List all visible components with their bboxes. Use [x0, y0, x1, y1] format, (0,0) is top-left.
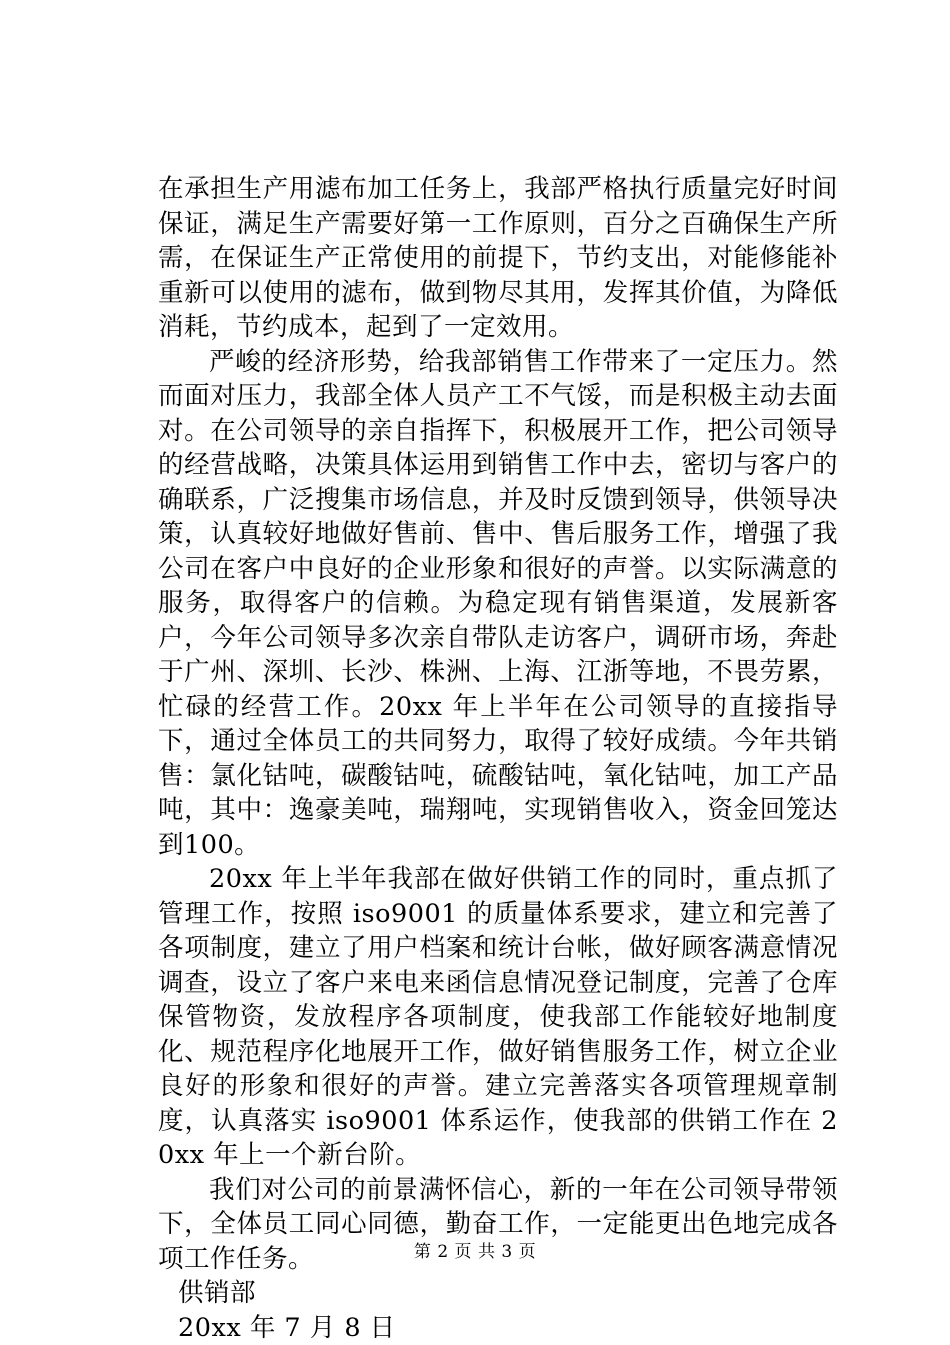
- signature-date: 20xx 年 7 月 8 日: [158, 1311, 838, 1345]
- page-footer: [0, 1242, 950, 1262]
- page-number-indicator: 第 2 页 共 3 页: [414, 1242, 536, 1262]
- paragraph-sales-work: 严峻的经济形势，给我部销售工作带来了一定压力。然而面对压力，我部全体人员产工不气馁，而是积极主动去面对。在公司领导的亲自指挥下，积极展开工作，把公司领导的经营战略，决策具体运用到销售工作中去，密切与客户的确联系，广泛搜集市场信息，并及时反馈到领导，供领导决策，认真较好地做好售前、售中、售后服务工作，增强了我公司在客户中良好的企业形象和很好的声誉。以实际满意的服务，取得客户的信赖。为稳定现有销售渠道，发展新客户，今年公司领导多次亲自带队走访客户，调研市场，奔赴于广州、深圳、长沙、株洲、上海、江浙等地，不畏劳累，忙碌的经营工作。20xx 年上半年在公司领导的直接指导下，通过全体员工的共同努力，取得了较好成绩。今年共销售：氯化钴吨，碳酸钴吨，硫酸钴吨，氧化钴吨，加工产品吨，其中：逸豪美吨，瑞翔吨，实现销售收入，资金回笼达到100。: [158, 345, 838, 863]
- paragraph-filter-cloth: 在承担生产用滤布加工任务上，我部严格执行质量完好时间保证，满足生产需要好第一工作原则，百分之百确保生产所需，在保证生产正常使用的前提下，节约支出，对能修能补重新可以使用的滤布，做到物尽其用，发挥其价值，为降低消耗，节约成本，起到了一定效用。: [158, 172, 838, 345]
- signature-department: 供销部: [158, 1276, 838, 1311]
- paragraph-outlook: 我们对公司的前景满怀信心，新的一年在公司领导带领下，全体员工同心同德，勤奋工作，一定能更出色地完成各项工作任务。: [158, 1173, 838, 1277]
- document-body: [158, 172, 838, 1345]
- paragraph-management-work: 20xx 年上半年我部在做好供销工作的同时，重点抓了管理工作，按照 iso9001 的质量体系要求，建立和完善了各项制度，建立了用户档案和统计台帐，做好顾客满意情况调查，设立了客户来电来函信息情况登记制度，完善了仓库保管物资，发放程序各项制度，使我部工作能较好地制度化、规范程序化地展开工作，做好销售服务工作，树立企业良好的形象和很好的声誉。建立完善落实各项管理规章制度，认真落实 iso9001 体系运作，使我部的供销工作在 20xx 年上一个新台阶。: [158, 862, 838, 1173]
